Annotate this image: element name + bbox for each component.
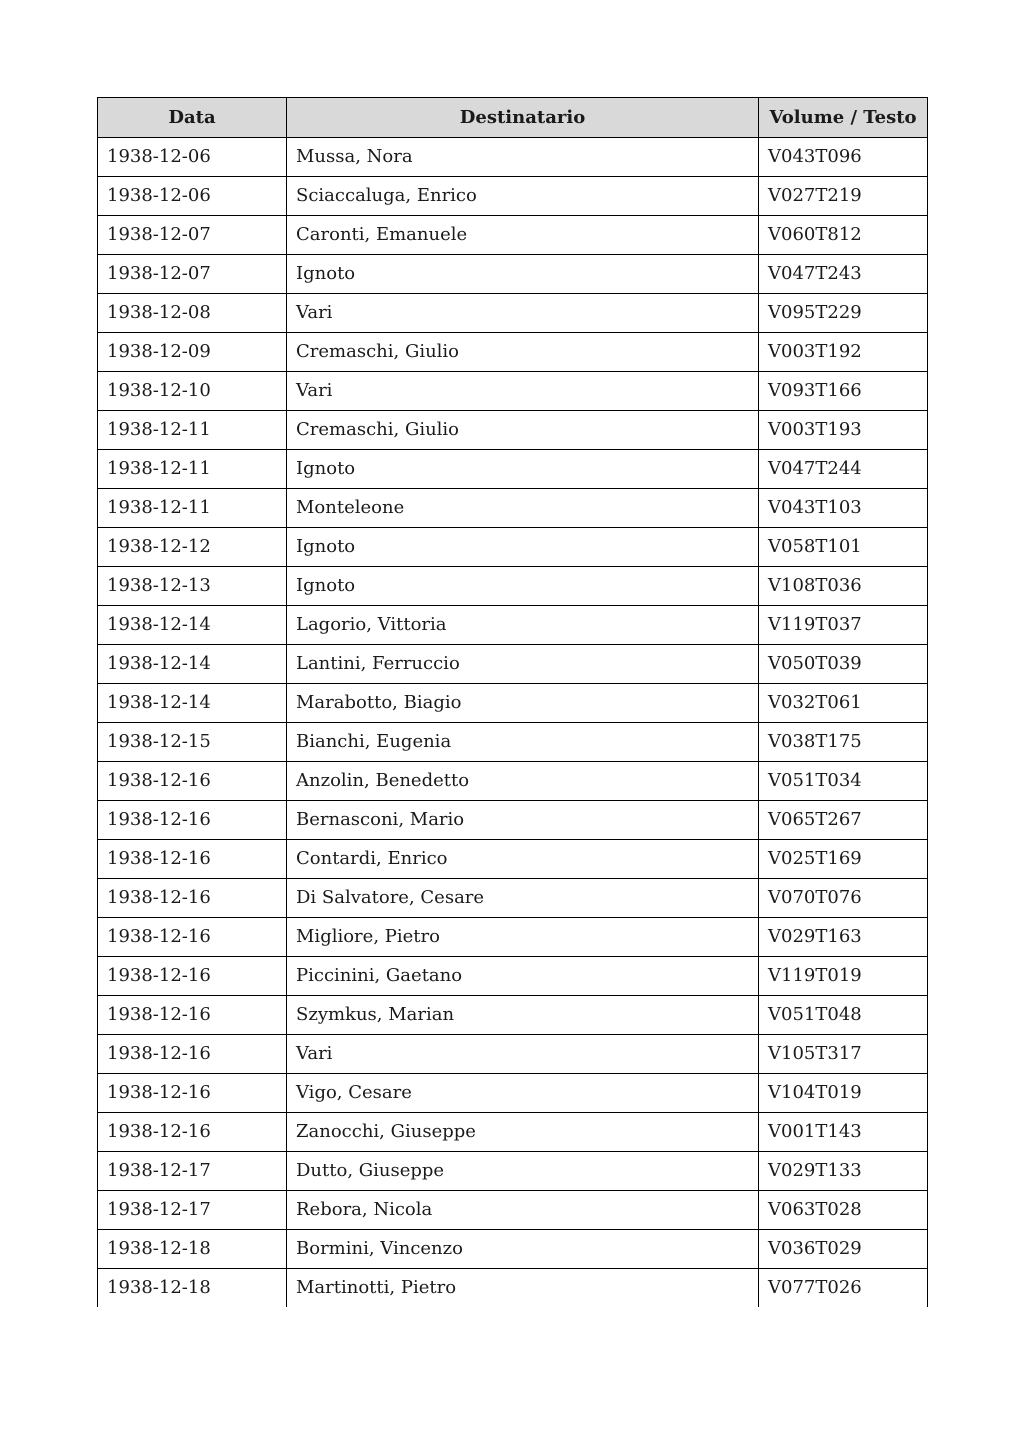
cell-volume: V093T166 xyxy=(759,372,928,411)
cell-recipient: Vigo, Cesare xyxy=(287,1074,759,1113)
cell-volume: V043T103 xyxy=(759,489,928,528)
header-recipient: Destinatario xyxy=(287,98,759,138)
table-row xyxy=(98,177,928,216)
cell-volume: V063T028 xyxy=(759,1191,928,1230)
cell-date: 1938-12-16 xyxy=(98,1035,287,1074)
cell-recipient: Di Salvatore, Cesare xyxy=(287,879,759,918)
cell-volume: V105T317 xyxy=(759,1035,928,1074)
table-row xyxy=(98,489,928,528)
cell-date: 1938-12-14 xyxy=(98,645,287,684)
cell-recipient: Cremaschi, Giulio xyxy=(287,411,759,450)
table-body xyxy=(98,138,928,1308)
cell-recipient: Vari xyxy=(287,294,759,333)
cell-volume: V047T243 xyxy=(759,255,928,294)
table-row xyxy=(98,528,928,567)
cell-volume: V051T048 xyxy=(759,996,928,1035)
cell-recipient: Mussa, Nora xyxy=(287,138,759,177)
cell-recipient: Bormini, Vincenzo xyxy=(287,1230,759,1269)
cell-volume: V065T267 xyxy=(759,801,928,840)
cell-date: 1938-12-06 xyxy=(98,177,287,216)
cell-recipient: Monteleone xyxy=(287,489,759,528)
cell-date: 1938-12-10 xyxy=(98,372,287,411)
table-row xyxy=(98,567,928,606)
cell-volume: V058T101 xyxy=(759,528,928,567)
cell-volume: V001T143 xyxy=(759,1113,928,1152)
cell-date: 1938-12-09 xyxy=(98,333,287,372)
cell-volume: V003T192 xyxy=(759,333,928,372)
cell-volume: V051T034 xyxy=(759,762,928,801)
cell-volume: V032T061 xyxy=(759,684,928,723)
cell-recipient: Vari xyxy=(287,372,759,411)
table-row xyxy=(98,879,928,918)
cell-volume: V029T163 xyxy=(759,918,928,957)
cell-recipient: Ignoto xyxy=(287,255,759,294)
cell-date: 1938-12-14 xyxy=(98,606,287,645)
cell-volume: V003T193 xyxy=(759,411,928,450)
cell-recipient: Sciaccaluga, Enrico xyxy=(287,177,759,216)
table-row xyxy=(98,411,928,450)
table-row xyxy=(98,762,928,801)
cell-recipient: Contardi, Enrico xyxy=(287,840,759,879)
cell-date: 1938-12-08 xyxy=(98,294,287,333)
cell-recipient: Ignoto xyxy=(287,567,759,606)
cell-date: 1938-12-16 xyxy=(98,801,287,840)
table-row xyxy=(98,1074,928,1113)
table-row xyxy=(98,294,928,333)
cell-recipient: Rebora, Nicola xyxy=(287,1191,759,1230)
cell-volume: V029T133 xyxy=(759,1152,928,1191)
cell-date: 1938-12-17 xyxy=(98,1191,287,1230)
cell-recipient: Martinotti, Pietro xyxy=(287,1269,759,1308)
table-row xyxy=(98,684,928,723)
cell-volume: V038T175 xyxy=(759,723,928,762)
cell-recipient: Caronti, Emanuele xyxy=(287,216,759,255)
table-row xyxy=(98,1113,928,1152)
table-row xyxy=(98,1230,928,1269)
cell-recipient: Vari xyxy=(287,1035,759,1074)
cell-date: 1938-12-11 xyxy=(98,489,287,528)
cell-date: 1938-12-16 xyxy=(98,762,287,801)
cell-volume: V095T229 xyxy=(759,294,928,333)
table-row xyxy=(98,216,928,255)
table-row xyxy=(98,996,928,1035)
cell-date: 1938-12-14 xyxy=(98,684,287,723)
cell-recipient: Bianchi, Eugenia xyxy=(287,723,759,762)
cell-recipient: Dutto, Giuseppe xyxy=(287,1152,759,1191)
cell-volume: V070T076 xyxy=(759,879,928,918)
header-volume: Volume / Testo xyxy=(759,98,928,138)
cell-volume: V036T029 xyxy=(759,1230,928,1269)
header-date: Data xyxy=(98,98,287,138)
cell-date: 1938-12-12 xyxy=(98,528,287,567)
table-row xyxy=(98,1035,928,1074)
cell-date: 1938-12-11 xyxy=(98,411,287,450)
letters-table xyxy=(97,97,928,1307)
table-row xyxy=(98,1152,928,1191)
table-row xyxy=(98,606,928,645)
cell-volume: V050T039 xyxy=(759,645,928,684)
cell-recipient: Anzolin, Benedetto xyxy=(287,762,759,801)
table-row xyxy=(98,723,928,762)
cell-date: 1938-12-13 xyxy=(98,567,287,606)
cell-volume: V025T169 xyxy=(759,840,928,879)
cell-recipient: Cremaschi, Giulio xyxy=(287,333,759,372)
cell-recipient: Piccinini, Gaetano xyxy=(287,957,759,996)
cell-date: 1938-12-16 xyxy=(98,918,287,957)
cell-volume: V027T219 xyxy=(759,177,928,216)
cell-date: 1938-12-07 xyxy=(98,216,287,255)
cell-volume: V108T036 xyxy=(759,567,928,606)
table-row xyxy=(98,1269,928,1308)
cell-date: 1938-12-06 xyxy=(98,138,287,177)
cell-date: 1938-12-18 xyxy=(98,1269,287,1308)
table-row xyxy=(98,138,928,177)
cell-recipient: Lantini, Ferruccio xyxy=(287,645,759,684)
cell-date: 1938-12-15 xyxy=(98,723,287,762)
cell-date: 1938-12-16 xyxy=(98,996,287,1035)
table-row xyxy=(98,333,928,372)
table-row xyxy=(98,1191,928,1230)
table-row xyxy=(98,801,928,840)
cell-volume: V077T026 xyxy=(759,1269,928,1308)
table-row xyxy=(98,255,928,294)
cell-recipient: Migliore, Pietro xyxy=(287,918,759,957)
table-row xyxy=(98,372,928,411)
cell-volume: V047T244 xyxy=(759,450,928,489)
cell-recipient: Ignoto xyxy=(287,450,759,489)
cell-date: 1938-12-16 xyxy=(98,1074,287,1113)
cell-volume: V104T019 xyxy=(759,1074,928,1113)
cell-date: 1938-12-16 xyxy=(98,957,287,996)
table-row xyxy=(98,645,928,684)
cell-volume: V060T812 xyxy=(759,216,928,255)
table-row xyxy=(98,957,928,996)
table-row xyxy=(98,450,928,489)
cell-date: 1938-12-11 xyxy=(98,450,287,489)
table-row xyxy=(98,840,928,879)
cell-date: 1938-12-07 xyxy=(98,255,287,294)
cell-recipient: Lagorio, Vittoria xyxy=(287,606,759,645)
cell-date: 1938-12-16 xyxy=(98,879,287,918)
cell-volume: V043T096 xyxy=(759,138,928,177)
header-row xyxy=(98,98,928,138)
table-row xyxy=(98,918,928,957)
cell-date: 1938-12-17 xyxy=(98,1152,287,1191)
table-header xyxy=(98,98,928,138)
cell-recipient: Bernasconi, Mario xyxy=(287,801,759,840)
cell-volume: V119T019 xyxy=(759,957,928,996)
cell-recipient: Zanocchi, Giuseppe xyxy=(287,1113,759,1152)
cell-recipient: Marabotto, Biagio xyxy=(287,684,759,723)
cell-recipient: Ignoto xyxy=(287,528,759,567)
cell-date: 1938-12-16 xyxy=(98,840,287,879)
cell-date: 1938-12-16 xyxy=(98,1113,287,1152)
cell-volume: V119T037 xyxy=(759,606,928,645)
cell-date: 1938-12-18 xyxy=(98,1230,287,1269)
cell-recipient: Szymkus, Marian xyxy=(287,996,759,1035)
